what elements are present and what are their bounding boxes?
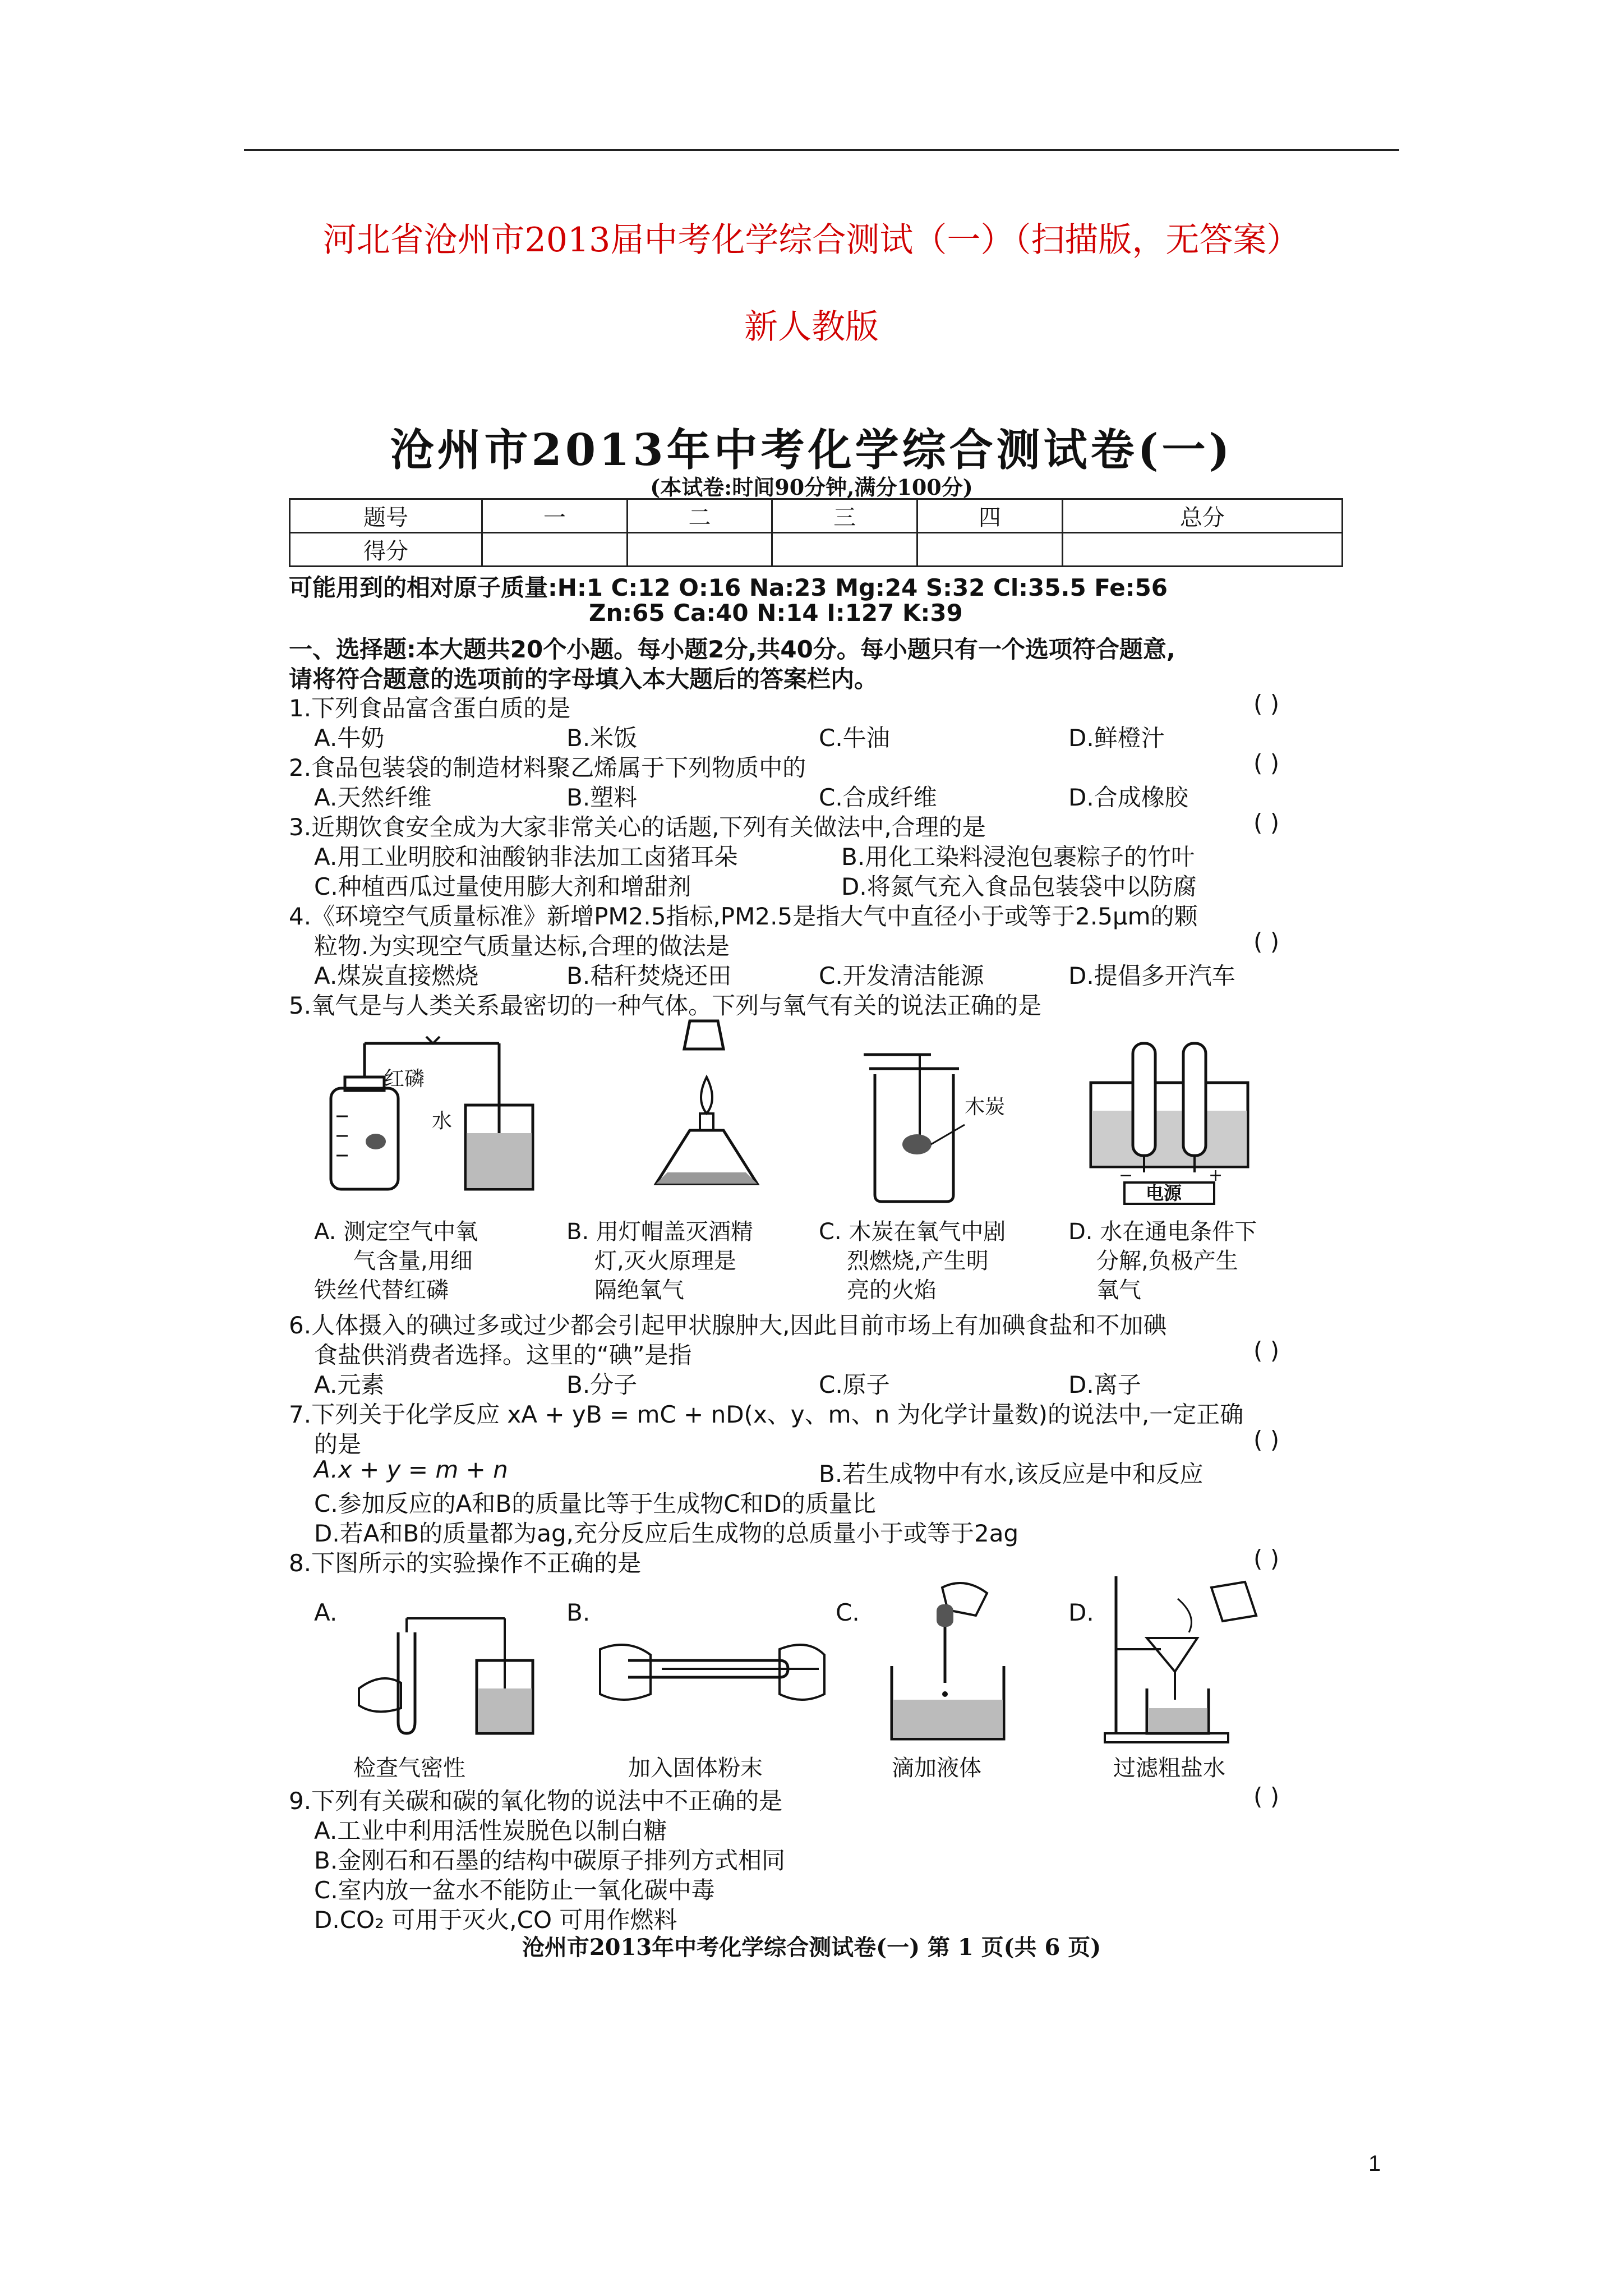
charcoal-in-oxygen-figure (852, 1043, 1054, 1206)
question-stem: 6.人体摄入的碘过多或过少都会引起甲状腺肿大,因此目前市场上有加碘食盐和不加碘 (289, 1312, 1167, 1339)
option: A.工业中利用活性炭脱色以制白糖 (314, 1817, 667, 1844)
answer-blank: ( ) (1253, 928, 1280, 955)
option: B.米饭 (566, 724, 638, 752)
score-cell: 题号 (290, 499, 482, 533)
figure-label: B. (566, 1599, 591, 1626)
svg-text:−: − (1119, 1166, 1133, 1185)
caption-line: C. 木炭在氧气中剧 (819, 1219, 1006, 1245)
answer-blank: ( ) (1253, 1783, 1280, 1810)
option: A.用工业明胶和油酸钠非法加工卤猪耳朵 (314, 843, 738, 871)
option: A.天然纤维 (314, 784, 432, 811)
option: B.塑料 (566, 784, 638, 811)
option: B.分子 (566, 1371, 638, 1398)
option: C.合成纤维 (819, 784, 937, 811)
score-table-header-row (290, 499, 1343, 533)
question-stem: 7.下列关于化学反应 xA + yB = mC + nD(x、y、m、n 为化学计量数)的说法中,一定正确 (289, 1401, 1244, 1428)
filtration-figure (1099, 1565, 1279, 1745)
exam-title: 沧州市2013年中考化学综合测试卷(一) (390, 425, 1233, 476)
option: D.提倡多开汽车 (1068, 962, 1235, 990)
answer-blank: ( ) (1253, 749, 1280, 777)
charcoal-label: 木炭 (965, 1096, 1006, 1119)
score-cell: 得分 (290, 533, 482, 567)
question-stem: 8.下图所示的实验操作不正确的是 (289, 1549, 642, 1577)
score-cell-empty (917, 533, 1063, 567)
option: B.秸秆焚烧还田 (566, 962, 732, 990)
option: A.x + y = m + n (314, 1456, 508, 1483)
option: C.原子 (819, 1371, 890, 1398)
question-stem: 1.下列食品富含蛋白质的是 (289, 694, 571, 722)
answer-blank: ( ) (1253, 1426, 1280, 1453)
score-cell: 一 (482, 499, 628, 533)
option: C.参加反应的A和B的质量比等于生成物C和D的质量比 (314, 1490, 876, 1517)
score-cell: 总分 (1062, 499, 1342, 533)
figure-label: A. (314, 1599, 338, 1626)
option: C.牛油 (819, 724, 890, 752)
option-d-caption (1068, 1217, 1257, 1305)
alcohol-lamp-figure (623, 1015, 791, 1200)
question-stem: 9.下列有关碳和碳的氧化物的说法中不正确的是 (289, 1787, 783, 1815)
option: D.合成橡胶 (1068, 784, 1188, 811)
caption-line: 灯,灭火原理是 (594, 1248, 736, 1274)
caption: 滴加液体 (892, 1755, 981, 1781)
option: A.牛奶 (314, 724, 385, 752)
atomic-mass-line: Zn:65 Ca:40 N:14 I:127 K:39 (589, 599, 963, 627)
question-stem: 4.《环境空气质量标准》新增PM2.5指标,PM2.5是指大气中直径小于或等于2.5μm的颗 (289, 903, 1198, 930)
option: D.若A和B的质量都为ag,充分反应后生成物的总质量小于或等于2ag (314, 1520, 1019, 1547)
option: C.种植西瓜过量使用膨大剂和增甜剂 (314, 873, 691, 900)
caption-line: 铁丝代替红磷 (314, 1277, 449, 1303)
caption-line: 烈燃烧,产生明 (847, 1248, 989, 1274)
atomic-mass-line: 可能用到的相对原子质量:H:1 C:12 O:16 Na:23 Mg:24 S:32 Cl:35.5 Fe:56 (289, 574, 1168, 601)
option: C.开发清洁能源 (819, 962, 984, 990)
question-stem: 粒物.为实现空气质量达标,合理的做法是 (314, 932, 730, 960)
option: A.元素 (314, 1371, 385, 1398)
answer-blank: ( ) (1253, 690, 1280, 717)
question-stem: 2.食品包装袋的制造材料聚乙烯属于下列物质中的 (289, 754, 806, 781)
red-phosphorus-label: 红磷 (384, 1068, 425, 1091)
score-cell: 二 (627, 499, 772, 533)
power-source-label: 电源 (1146, 1182, 1182, 1204)
option: D.CO₂ 可用于灭火,CO 可用作燃料 (314, 1906, 677, 1934)
adding-powder-figure (594, 1616, 830, 1728)
caption-line: B. 用灯帽盖灭酒精 (566, 1219, 753, 1245)
caption-line: A. 测定空气中氧 (314, 1219, 478, 1245)
caption-line: 亮的火焰 (847, 1277, 937, 1303)
water-electrolysis-figure (1080, 1032, 1259, 1206)
caption: 过滤粗盐水 (1113, 1755, 1225, 1781)
score-cell: 四 (917, 499, 1063, 533)
score-cell-empty (772, 533, 917, 567)
figure-label: D. (1068, 1599, 1094, 1626)
question-stem: 3.近期饮食安全成为大家非常关心的话题,下列有关做法中,合理的是 (289, 813, 986, 841)
caption-line: D. 水在通电条件下 (1068, 1219, 1257, 1245)
document-title: 河北省沧州市2013届中考化学综合测试（一）（扫描版，无答案） (322, 220, 1301, 260)
water-label: 水 (432, 1110, 453, 1133)
option-c-caption (819, 1217, 1006, 1305)
score-cell-empty (482, 533, 628, 567)
score-table (289, 498, 1343, 567)
airtightness-check-figure (348, 1610, 550, 1739)
option: D.离子 (1068, 1371, 1141, 1398)
caption: 加入固体粉末 (628, 1755, 763, 1781)
top-rule (244, 149, 1399, 151)
score-table-score-row (290, 533, 1343, 567)
section-instructions: 一、选择题:本大题共20个小题。每小题2分,共40分。每小题只有一个选项符合题意, (289, 636, 1175, 663)
page-footer: 沧州市2013年中考化学综合测试卷(一) 第 1 页(共 6 页) (522, 1934, 1101, 1961)
option: D.将氮气充入食品包装袋中以防腐 (841, 873, 1197, 900)
option: B.金刚石和石墨的结构中碳原子排列方式相同 (314, 1847, 786, 1874)
answer-blank: ( ) (1253, 1337, 1280, 1364)
option-b-caption (566, 1217, 753, 1305)
option: A.煤炭直接燃烧 (314, 962, 479, 990)
section-instructions: 请将符合题意的选项前的字母填入本大题后的答案栏内。 (289, 665, 878, 693)
score-cell: 三 (772, 499, 917, 533)
option: B.若生成物中有水,该反应是中和反应 (819, 1460, 1204, 1488)
question-stem: 5.氧气是与人类关系最密切的一种气体。下列与氧气有关的说法正确的是 (289, 992, 1042, 1019)
question-stem: 的是 (314, 1430, 362, 1458)
caption-line: 气含量,用细 (353, 1248, 473, 1274)
exam-subtitle: (本试卷:时间90分钟,满分100分) (650, 475, 973, 500)
score-cell-empty (627, 533, 772, 567)
svg-text:+: + (1209, 1166, 1223, 1185)
answer-blank: ( ) (1253, 809, 1280, 836)
red-phosphorus-apparatus-figure (314, 1032, 538, 1200)
score-cell-empty (1062, 533, 1342, 567)
caption-line: 分解,负极产生 (1096, 1248, 1238, 1274)
answer-blank: ( ) (1253, 1545, 1280, 1572)
caption: 检查气密性 (353, 1755, 465, 1781)
document-subtitle: 新人教版 (744, 307, 879, 347)
figure-label: C. (836, 1599, 860, 1626)
caption-line: 氧气 (1096, 1277, 1141, 1303)
option: C.室内放一盆水不能防止一氧化碳中毒 (314, 1876, 715, 1904)
dropper-figure (875, 1576, 1021, 1745)
option: B.用化工染料浸泡包裹粽子的竹叶 (841, 843, 1195, 871)
caption-line: 隔绝氧气 (594, 1277, 684, 1303)
option-a-caption (314, 1217, 478, 1305)
page-number: 1 (1368, 2151, 1381, 2176)
question-stem: 食盐供消费者选择。这里的“碘”是指 (314, 1341, 692, 1369)
option: D.鲜橙汁 (1068, 724, 1165, 752)
